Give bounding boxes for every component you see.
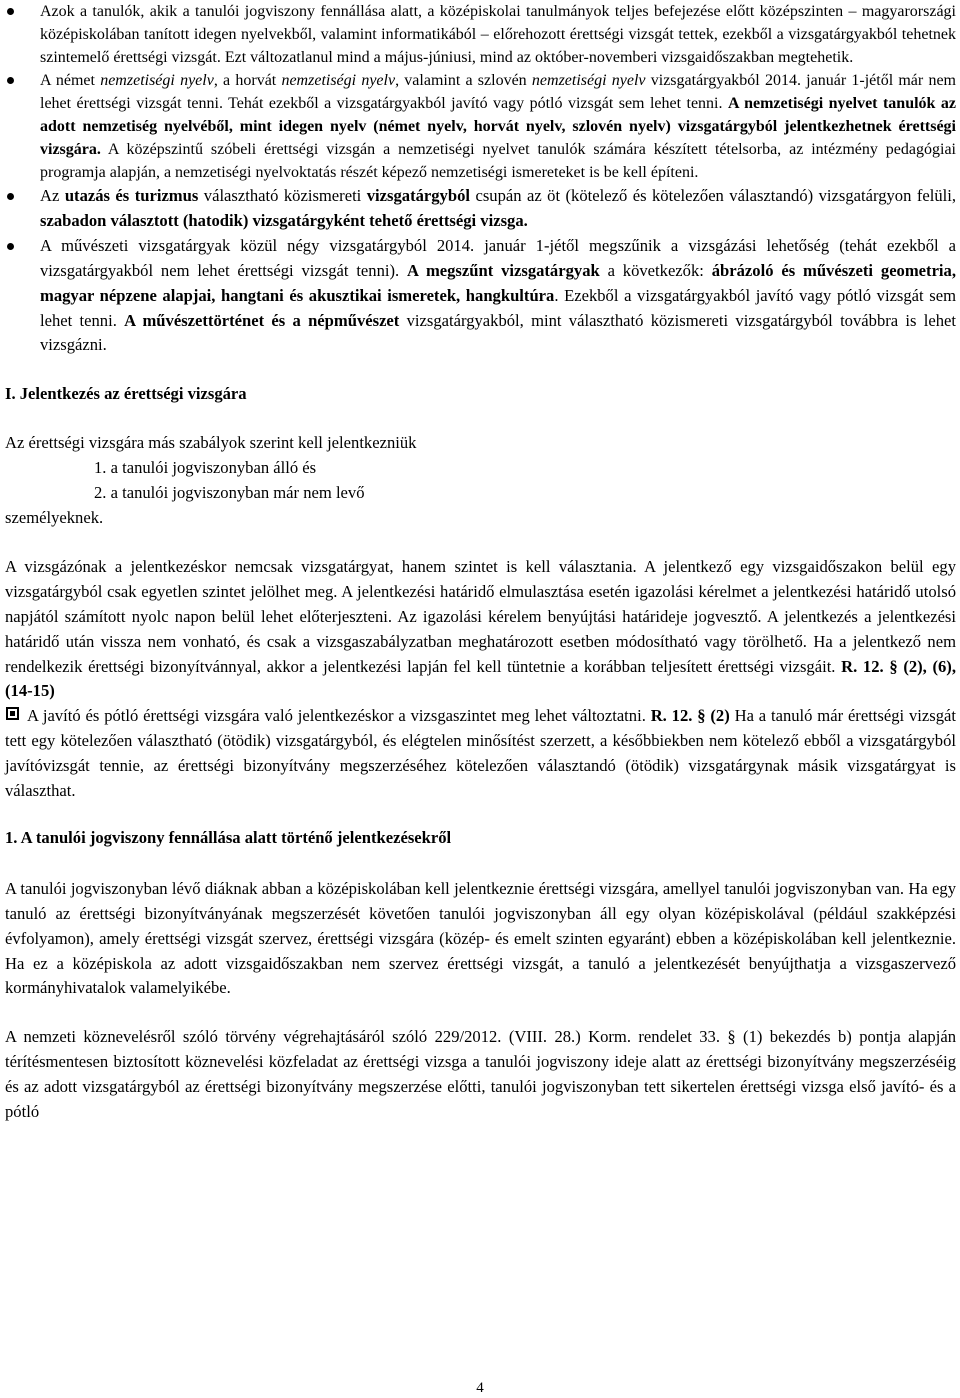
text-run: csupán az öt (kötelező és kötelezően választandó) vizsgatárgyon felüli,	[470, 186, 957, 205]
text-run: A javító és pótló érettségi vizsgára való jelentkezéskor a vizsgaszintet meg lehet változtatni.	[27, 706, 651, 726]
legal-reference: R. 12. § (2)	[650, 706, 730, 726]
section-i-intro: Az érettségi vizsgára más szabályok szerint kell jelentkezniük	[5, 433, 417, 453]
page-number: 4	[476, 1380, 484, 1396]
bold-run: szabadon választott (hatodik) vizsgatárgyként tehető érettségi vizsga.	[40, 210, 528, 230]
bold-run: ábrázoló és művészeti geometria, magyar népzene alapjai, hangtani és akusztikai ismeretek, hangkultúra	[40, 260, 956, 305]
bullet-list	[5, 0, 956, 358]
legal-reference: R. 12. § (2), (6), (14-15)	[5, 656, 956, 701]
bullet-item-1	[5, 0, 956, 69]
section-heading-1: 1. A tanulói jogviszony fennállása alatt történő jelentkezésekről	[5, 827, 452, 847]
square-bullet-icon	[6, 707, 19, 720]
numbered-item-1: 1. a tanulói jogviszonyban álló és	[94, 458, 317, 478]
text-run: A középszintű szóbeli érettségi vizsgán a nemzetiségi nyelvet tanulók számára készített tételsorba, az intézmény pedagógiai programja alapján, a nemzetiségi nyelvoktatás részét képező nemzetiségi ismereteket is be kell építeni.	[40, 141, 956, 181]
bold-run: vizsgatárgyból	[366, 186, 470, 205]
text-run: vizsgatárgyakból 2014. január 1-jétől már nem lehet érettségi vizsgát tenni. Tehát ezekből a vizsgatárgyakból javító vagy pótló vizsgát sem lehet tenni.	[40, 72, 957, 112]
bold-run: A művészettörténet és a népművészet	[124, 310, 400, 330]
text-run: , a horvát	[213, 72, 282, 89]
text-run: választható közismereti	[198, 186, 367, 205]
italic-term: nemzetiségi nyelv	[281, 72, 396, 89]
bold-run: A nemzetiségi nyelvet tanulók az adott nemzetiség nyelvéből, mint idegen nyelv (német nyelv, horvát nyelv, szlovén nyelv) vizsgatárgyból jelentkezhetnek érettségi vizsgára.	[40, 95, 956, 158]
text-run: A művészeti vizsgatárgyak közül négy vizsgatárgyból 2014. január 1-jétől megszűnik a vizsgázási lehetőség (tehát ezekből a vizsgatárgyakból nem lehet érettségi vizsgát tenni).	[40, 235, 956, 280]
italic-term: nemzetiségi nyelv	[531, 72, 646, 89]
section-1-paragraph-2: A nemzeti köznevelésről szóló törvény végrehajtásáról szóló 229/2012. (VIII. 28.) Korm. rendelet 33. § (1) bekezdés b) pontja alapján térítésmentesen biztosított köznevelési közfeladat az érettségi vizsga a tanulói jogviszony ideje alatt az érettségi bizonyítvány megszerzéséig és az adott vizsgatárgyból az érettségi bizonyítvány megszerzése előtti, tanulói jogviszonyban tett sikertelen érettségi vizsga első javító- és a pótló	[5, 1027, 956, 1122]
bullet-item-4	[5, 234, 956, 359]
italic-term: nemzetiségi nyelv	[100, 72, 214, 89]
text-run: . Ezekből a vizsgatárgyakból javító vagy pótló vizsgát sem lehet tenni.	[40, 285, 956, 330]
text-run: A német	[40, 72, 101, 89]
text-run: Ha a tanuló már érettségi vizsgát tett egy kötelezően választható (ötödik) vizsgatárgyból, és elégtelen minősítést szerzett, a későbbiekben nem kötelező ebből a vizsgatárgyból javítóvizsgát tennie, az érettségi bizonyítvány megszerzéséhez kötelezően választandó (ötödik) vizsgatárgynak másik vizsgatárgyat is választhat.	[5, 706, 956, 801]
bullet-item-3	[5, 184, 956, 234]
section-i-outro: személyeknek.	[5, 507, 104, 527]
section-1-paragraph-1: A tanulói jogviszonyban lévő diáknak abban a középiskolában kell jelentkeznie érettségi vizsgára, amellyel tanulói jogviszonyban van. Ha egy tanuló az érettségi bizonyítványának megszerzését követően tanulói jogviszonyban áll egy olyan középiskolával (például szakképzési évfolyamon), amely érettségi vizsgát szervez, érettségi vizsgára (közép- és emelt szinten egyaránt) ebben a középiskolában kell jelentkeznie. Ha ez a középiskola az adott vizsgaidőszakban nem szervez érettségi vizsgát, a tanuló a jelentkezését benyújthatja a vizsgaszervező kormányhivatalok valamelyikébe.	[5, 878, 956, 998]
bold-run: A megszűnt vizsgatárgyak	[407, 260, 600, 280]
bullet-item-2	[5, 69, 956, 184]
text-run: , valamint a szlovén	[395, 72, 532, 89]
section-i-paragraph-2	[5, 704, 956, 804]
text-run: Az	[40, 186, 65, 205]
numbered-item-2: 2. a tanulói jogviszonyban már nem levő	[94, 483, 365, 503]
section-i-paragraph-1	[5, 555, 956, 704]
text-run: a következők:	[599, 260, 712, 280]
section-heading-i: I. Jelentkezés az érettségi vizsgára	[5, 384, 247, 404]
text-run: vizsgatárgyakból, mint választható közismereti vizsgatárgyból továbbra is lehet vizsgázni.	[40, 310, 957, 355]
bold-run: utazás és turizmus	[64, 186, 199, 205]
bullet-1-text: Azok a tanulók, akik a tanulói jogviszony fennállása alatt, a középiskolai tanulmányok teljes befejezése előtt középszinten – magyarországi középiskolában tanított idegen nyelvekből, valamint informatikából – előrehozott érettségi vizsgát tettek, ezekből a vizsgatárgyakból tehetnek szintemelő érettségi vizsgát. Ezt változatlanul mind a május-júniusi, mind az október-novemberi vizsgaidőszakban megtehetik.	[40, 3, 956, 66]
text-run: A vizsgázónak a jelentkezéskor nemcsak vizsgatárgyat, hanem szintet is kell választania. A jelentkező egy vizsgaidőszakon belül egy vizsgatárgyból csak egyetlen szintet jelölhet meg. A jelentkezési határidő elmulasztása esetén igazolási kérelmet a jelentkezési határidő utolsó napjától számított nyolc napon belül lehet előterjeszteni. Az igazolási kérelem benyújtási határideje jogvesztő. A jelentkezés a jelentkezési határidő után vissza nem vonható, és csak a vizsgaszabályzatban meghatározott esetben módosítható vagy törölhető. Ha a jelentkező nem rendelkezik érettségi bizonyítvánnyal, akkor a jelentkezési lapján fel kell tüntetnie a korábban teljesített érettségi vizsgáit.	[5, 556, 956, 676]
